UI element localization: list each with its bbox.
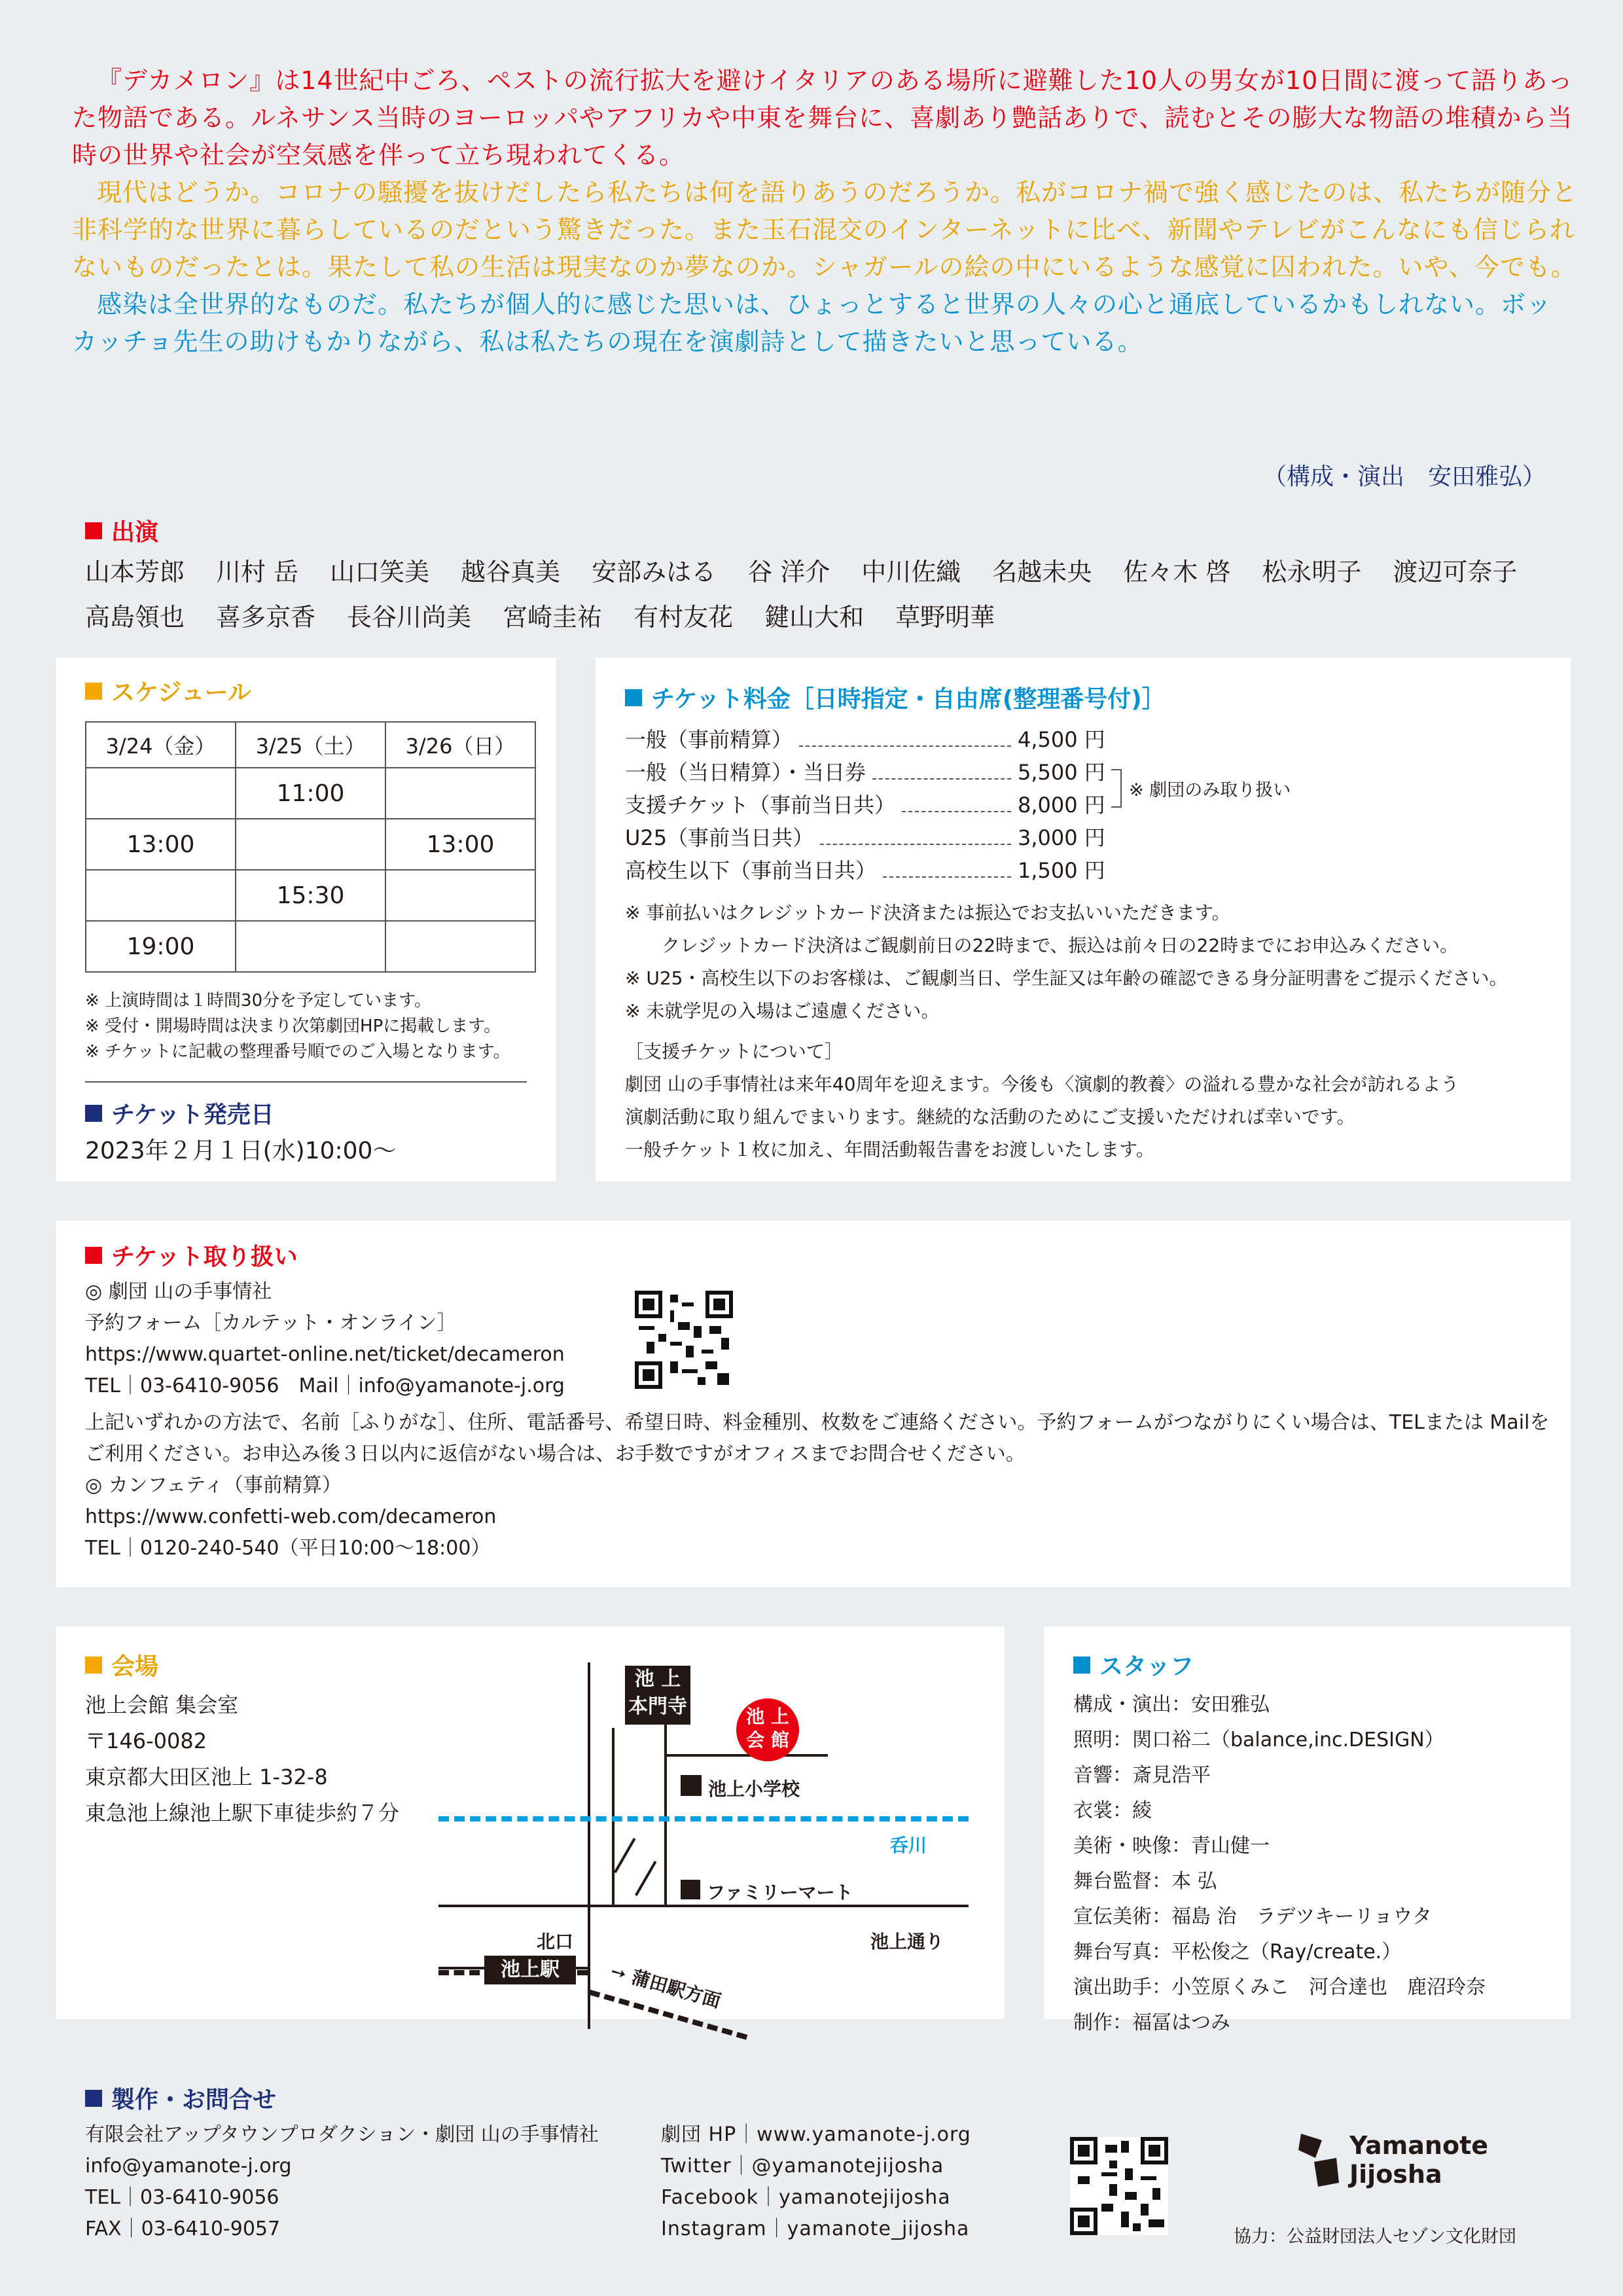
schedule-cell: 13:00 <box>86 819 236 870</box>
intro-paragraph-2: 現代はどうか。コロナの騒擾を抜けだしたら私たちは何を語りあうのだろうか。私がコロナ禍で強く感じたのは、私たちが随分と非科学的な世界に暮らしているのだという驚きだった。また玉石混交のインターネットに比べ、新聞やテレビがこんなにも信じられないものだったとは。果たして私の生活は現実なのか夢なのか。シャガールの絵の中にいるような感覚に囚われた。いや、今でも。 <box>72 178 1578 281</box>
contact-left: 有限会社アップタウンプロダクション・劇団 山の手事情社 info@yamanote-j.org TEL｜03-6410-9056 FAX｜03-6410-9057 <box>85 2123 599 2240</box>
orange-square-icon <box>85 1657 102 1674</box>
map-road <box>635 1861 656 1896</box>
cast-name: 松永明子 <box>1262 558 1362 586</box>
handling-lines-2: 上記いずれかの方法で、名前［ふりがな］、住所、電話番号、希望日時、料金種別、枚数をご連絡ください。予約フォームがつながりにくい場合は、TELまたは Mailを ご利用ください。お申込み後３日以内に返信がない場合は、お手数ですがオフィスまでお問合せください。 ◎ カンフェティ（事前精算） https://www.confetti-web.com/decameron TEL｜0120-240-540（平日10:00～18:00） <box>85 1411 1550 1560</box>
logo-mark-icon <box>1296 2130 1342 2189</box>
logo-text: Yamanote Jijosha <box>1349 2131 1489 2189</box>
schedule-cell <box>86 870 236 921</box>
kaikan-marker: 池 上 会 館 <box>736 1698 799 1761</box>
schedule-cell <box>385 870 535 921</box>
schedule-cell <box>385 768 535 819</box>
sale-date: 2023年２月１日(水)10:00～ <box>85 1138 397 1164</box>
red-square-icon <box>85 522 102 539</box>
schedule-table <box>85 721 536 973</box>
orange-square-icon <box>85 683 102 700</box>
cast-name: 谷 洋介 <box>747 558 830 586</box>
schedule-cell: 15:30 <box>236 870 385 921</box>
schedule-cell <box>236 921 385 972</box>
cast-name: 渡辺可奈子 <box>1393 558 1518 586</box>
mart-icon <box>681 1880 700 1899</box>
sale-heading: チケット発売日 <box>85 1096 274 1130</box>
price-row: 高校生以下（事前当日共） 1,500 円 <box>625 854 1109 887</box>
map-road <box>614 1838 635 1873</box>
price-row: 一般（当日精算）・当日券 5,500 円 <box>625 756 1109 789</box>
river-label: 呑川 <box>890 1835 927 1856</box>
red-square-icon <box>85 1247 102 1264</box>
schedule-cell: 11:00 <box>236 768 385 819</box>
cast-name: 有村友花 <box>633 603 734 632</box>
cast-name: 川村 岳 <box>216 558 299 586</box>
station-block: 池上駅 <box>484 1956 576 1984</box>
facebook-link[interactable]: Facebook｜yamanotejijosha <box>661 2186 951 2209</box>
twitter-link[interactable]: Twitter｜@yamanotejijosha <box>661 2155 944 2178</box>
cast-name: 長谷川尚美 <box>347 603 472 632</box>
intro-paragraph-3: 感染は全世界的なものだ。私たちが個人的に感じた思いは、ひょっとすると世界の人々の心と通底しているかもしれない。ボッカッチョ先生の助けもかりながら、私は私たちの現在を演劇詩として描きたいと思っている。 <box>72 290 1552 356</box>
navy-square-icon <box>85 1105 102 1122</box>
map-road <box>438 1905 969 1907</box>
schedule-notes: ※ 上演時間は１時間30分を予定しています。 ※ 受付・開場時間は決まり次第劇団HPに掲載します。 ※ チケットに記載の整理番号順でのご入場となります。 <box>85 991 510 1062</box>
schedule-day: 3/25（土） <box>236 722 385 768</box>
cast-name: 喜多京香 <box>216 603 316 632</box>
cast-name: 鍵山大和 <box>764 603 865 632</box>
cast-name: 山本芳郎 <box>85 558 185 586</box>
handling-heading: チケット取り扱い <box>85 1238 298 1272</box>
bracket <box>1111 769 1122 808</box>
school-label: 池上小学校 <box>708 1778 800 1800</box>
schedule-cell <box>385 921 535 972</box>
cast-name: 佐々木 啓 <box>1123 558 1231 586</box>
ticket-notes: ※ 事前払いはクレジットカード決済または振込でお支払いいただきます。 クレジットカード決済はご観劇前日の22時まで、振込は前々日の22時までにお申込みください。 ※ U25・高校生以下のお客様は、ご観劇当日、学生証又は年齢の確認できる身分証明書をご提示ください。 ※ 未就学児の入場はご遠慮ください。 <box>625 902 1508 1022</box>
blue-square-icon <box>1073 1657 1090 1674</box>
map-road <box>588 1662 590 2029</box>
venue-address: 池上会館 集会室 〒146-0082 東京都大田区池上 1-32-8 東急池上線池上駅下車徒歩約７分 <box>85 1693 400 1825</box>
intro-author: （構成・演出 安田雅弘） <box>1263 463 1546 490</box>
bracket-note: ※ 劇団のみ取り扱い <box>1129 780 1291 800</box>
cast-name: 高島領也 <box>85 603 185 632</box>
staff-list: 構成・演出：安田雅弘 照明：関口裕二（balance,inc.DESIGN） 音響：斎見浩平 衣裳：綾 美術・映像：青山健一 舞台監督：本 弘 宣伝美術：福島 治 ラデツキーリョウタ 舞台写真：平松俊之（Ray/create.） 演出助手：小笠原くみこ 河合達也 鹿沼玲奈 制作：福冨はつみ <box>1073 1693 1486 2034</box>
river-line <box>438 1816 969 1821</box>
support-credit: 協力：公益財団法人セゾン文化財団 <box>1234 2227 1516 2247</box>
cast-heading: 出演 <box>85 514 158 547</box>
support-info: ［支援チケットについて］ 劇団 山の手事情社は来年40周年を迎えます。今後も〈演劇的教養〉の溢れる豊かな社会が訪れるよう 演劇活動に取り組んでまいります。継続的な活動のためにご支援いただければ幸いです。 一般チケット１枚に加え、年間活動報告書をお渡しいたします。 <box>625 1041 1459 1160</box>
cast-row-2 <box>85 597 1026 633</box>
honmonji-block: 池 上 本門寺 <box>625 1666 690 1725</box>
staff-heading: スタッフ <box>1073 1648 1194 1681</box>
schedule-cell: 19:00 <box>86 921 236 972</box>
quartet-link[interactable]: https://www.quartet-online.net/ticket/decameron <box>85 1343 565 1366</box>
yamanote-logo-icon <box>1296 2130 1488 2189</box>
venue-heading: 会場 <box>85 1648 158 1681</box>
instagram-link[interactable]: Instagram｜yamanote_jijosha <box>661 2217 970 2240</box>
handling-lines-1: ◎ 劇団 山の手事情社 予約フォーム［カルテット・オンライン］ https://www.quartet-online.net/ticket/decameron TEL｜03-6410-9056 Mail｜info@yamanote-j.org <box>85 1280 565 1397</box>
cast-name: 宮崎圭祐 <box>503 603 603 632</box>
cast-name: 越谷真美 <box>461 558 561 586</box>
kitaguchi-label: 北口 <box>537 1931 574 1952</box>
cast-name: 中川佐織 <box>861 558 961 586</box>
schedule-day: 3/24（金） <box>86 722 236 768</box>
direction-label: ➙ 蒲田駅方面 <box>608 1960 724 2013</box>
price-row: 支援チケット（事前当日共） 8,000 円 <box>625 789 1109 821</box>
school-icon <box>681 1775 702 1796</box>
price-row: U25（事前当日共） 3,000 円 <box>625 821 1109 854</box>
contact-heading: 製作・お問合せ <box>85 2081 276 2115</box>
price-list <box>625 723 1109 887</box>
confetti-link[interactable]: https://www.confetti-web.com/decameron <box>85 1505 497 1528</box>
website-link[interactable]: 劇団 HP｜www.yamanote-j.org <box>661 2123 971 2146</box>
schedule-day: 3/26（日） <box>385 722 535 768</box>
cast-name: 安部みはる <box>592 558 717 586</box>
street-label: 池上通り <box>870 1931 944 1952</box>
price-row: 一般（事前精算） 4,500 円 <box>625 723 1109 756</box>
cast-name: 山口笑美 <box>330 558 430 586</box>
arrow-icon: ➙ <box>608 1960 630 1985</box>
divider <box>85 1081 527 1083</box>
map <box>438 1662 975 2036</box>
blue-square-icon <box>625 689 642 706</box>
schedule-cell <box>236 819 385 870</box>
intro-paragraph-1: 『デカメロン』は14世紀中ごろ、ペストの流行拡大を避けイタリアのある場所に避難した10人の男女が10日間に渡って語りあった物語である。ルネサンス当時のヨーロッパやアフリカや中東を舞台に、喜劇あり艶話ありで、読むとその膨大な物語の堆積から当時の世界や社会が空気感を伴って立ち現われてくる。 <box>72 66 1573 170</box>
email-link[interactable]: info@yamanote-j.org <box>85 2155 292 2178</box>
schedule-cell <box>86 768 236 819</box>
schedule-cell: 13:00 <box>385 819 535 870</box>
cast-name: 草野明華 <box>895 603 995 632</box>
ticket-heading: チケット料金［日時指定・自由席(整理番号付)］ <box>625 681 1166 714</box>
qr-code-icon[interactable] <box>1070 2137 1168 2235</box>
navy-square-icon <box>85 2090 102 2107</box>
qr-code-icon[interactable] <box>635 1291 733 1389</box>
mart-label: ファミリーマート <box>707 1882 853 1903</box>
schedule-heading: スケジュール <box>85 674 251 708</box>
cast-name: 名越未央 <box>992 558 1092 586</box>
cast-row-1 <box>85 552 1548 588</box>
intro-text <box>72 62 1577 361</box>
contact-right <box>661 2119 971 2245</box>
map-road <box>664 1754 828 1757</box>
